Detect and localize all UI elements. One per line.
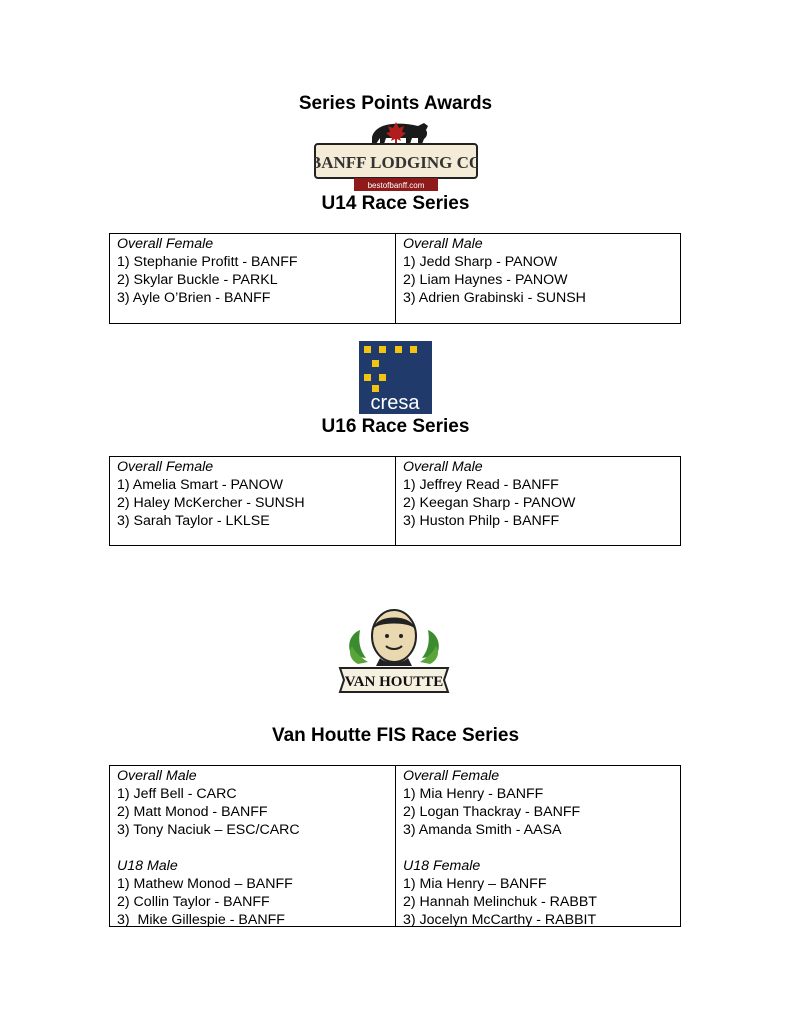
van-houtte-logo [336,606,452,700]
u16-female-heading: Overall Female [117,459,214,475]
list-item: 3) Huston Philp - BANFF [403,513,560,529]
list-item: 3) Jocelyn McCarthy - RABBIT [403,912,597,928]
list-item: 1) Amelia Smart - PANOW [117,477,284,493]
fis-title: Van Houtte FIS Race Series [271,725,520,746]
u14-female-heading: Overall Female [117,236,214,252]
banff-logo-name: BANFF LODGING CO [314,153,478,172]
list-item: 3) Tony Naciuk – ESC/CARC [117,822,300,838]
list-item: 2) Liam Haynes - PANOW [403,272,568,288]
fis-u18-female-heading: U18 Female [403,858,481,874]
fis-female-column [395,766,680,926]
list-item: 2) Haley McKercher - SUNSH [117,495,305,511]
banff-logo-url: bestofbanff.com [367,181,425,190]
list-item: 1) Mathew Monod – BANFF [117,876,293,892]
u14-female-column [110,234,395,323]
u16-title: U16 Race Series [321,416,470,437]
list-item: 1) Jeff Bell - CARC [117,786,237,802]
fis-results-table [109,765,681,927]
list-item: 2) Hannah Melinchuk - RABBT [403,894,597,910]
list-item: 3) Amanda Smith - AASA [403,822,562,838]
list-item: 3) Mike Gillespie - BANFF [117,912,285,928]
u16-male-column [395,457,680,545]
list-item: 3) Sarah Taylor - LKLSE [117,513,270,529]
u16-results-table [109,456,681,546]
fis-u18-male-heading: U18 Male [117,858,178,874]
list-item: 3) Adrien Grabinski - SUNSH [403,290,586,306]
list-item: 2) Keegan Sharp - PANOW [403,495,576,511]
banff-lodging-logo [314,117,478,192]
list-item: 1) Mia Henry – BANFF [403,876,547,892]
list-item: 1) Jeffrey Read - BANFF [403,477,559,493]
fis-male-column [110,766,395,926]
list-item: 2) Collin Taylor - BANFF [117,894,270,910]
fis-overall-female-heading: Overall Female [403,768,500,784]
u14-male-column [395,234,680,323]
fis-overall-male-heading: Overall Male [117,768,197,784]
u16-male-heading: Overall Male [403,459,483,475]
list-item: 2) Logan Thackray - BANFF [403,804,581,820]
u16-female-column [110,457,395,545]
cresa-logo-name: cresa [370,392,420,414]
u14-title: U14 Race Series [321,193,470,214]
list-item: 1) Stephanie Profitt - BANFF [117,254,298,270]
list-item: 2) Skylar Buckle - PARKL [117,272,278,288]
van-houtte-logo-name: VAN HOUTTE [344,674,444,690]
list-item: 2) Matt Monod - BANFF [117,804,268,820]
list-item: 1) Mia Henry - BANFF [403,786,544,802]
page-title: Series Points Awards [298,93,493,114]
list-item: 3) Ayle O’Brien - BANFF [117,290,271,306]
u14-male-heading: Overall Male [403,236,483,252]
u14-results-table [109,233,681,324]
cresa-logo [359,341,432,414]
list-item: 1) Jedd Sharp - PANOW [403,254,558,270]
